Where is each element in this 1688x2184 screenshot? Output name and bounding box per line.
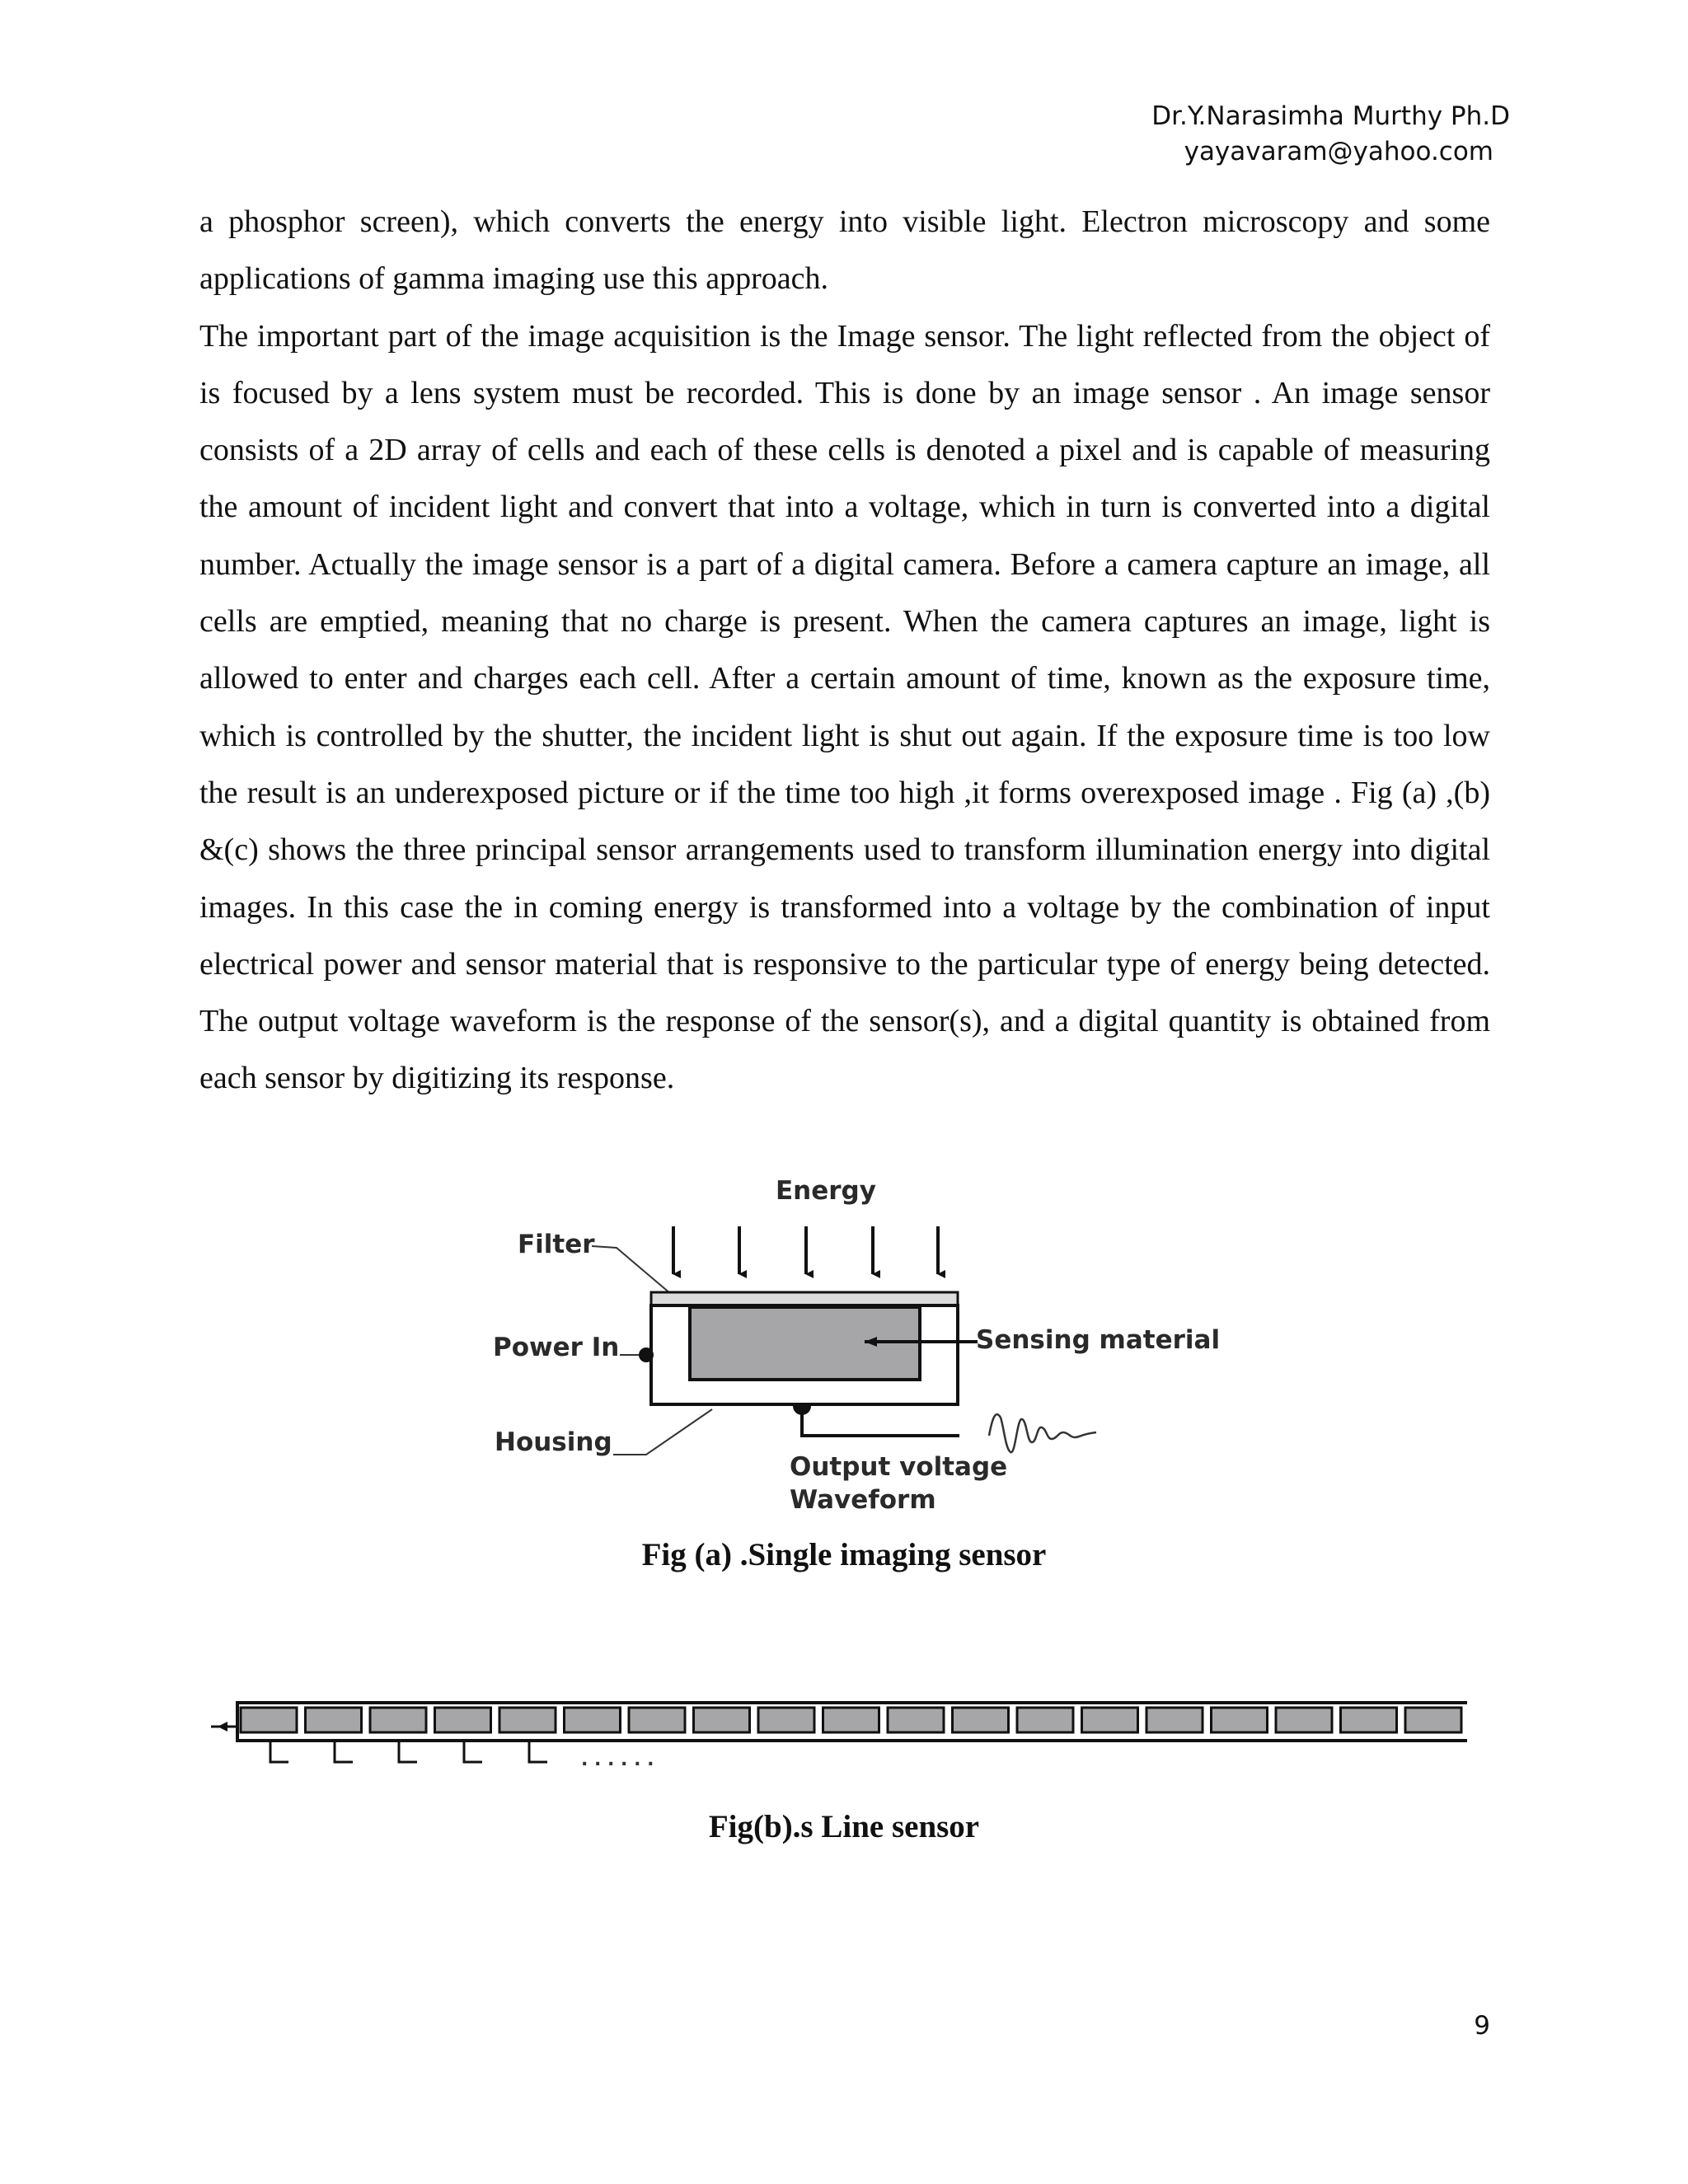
waveform-label: Waveform (790, 1485, 936, 1515)
page-number: 9 (1474, 2011, 1490, 2041)
paragraph-1: a phosphor screen), which converts the energy into visible light. Electron microscopy and some applications of gamma imaging use this approach. (199, 204, 1490, 297)
filter-leader-line (592, 1246, 671, 1294)
sensor-cell (370, 1708, 426, 1732)
author-email: yayavaram@yahoo.com (1184, 137, 1493, 166)
output-waveform (989, 1414, 1096, 1452)
cell-lead (399, 1741, 417, 1762)
sensor-cell (1017, 1708, 1073, 1732)
sensor-cell (1212, 1708, 1268, 1732)
sensor-cell (1341, 1708, 1397, 1732)
filter-label: Filter (518, 1230, 595, 1259)
sensor-cell (953, 1708, 1009, 1732)
energy-label: Energy (776, 1176, 876, 1206)
sensor-cell (1146, 1708, 1203, 1732)
sensor-cell (565, 1708, 621, 1732)
figure-b-caption: Fig(b).s Line sensor (708, 1809, 980, 1844)
output-lead (802, 1409, 959, 1436)
continuation-dots: . . . . . . (581, 1750, 654, 1770)
power-in-terminal (639, 1347, 654, 1362)
sensor-cell (823, 1708, 879, 1732)
figure-a-caption: Fig (a) .Single imaging sensor (641, 1537, 1047, 1572)
power-in-label: Power In (493, 1333, 620, 1362)
cell-lead (270, 1741, 288, 1762)
cell-leads (270, 1741, 547, 1762)
input-arrowhead (218, 1722, 227, 1732)
housing-leader-line (613, 1409, 712, 1455)
paragraph-2: The important part of the image acquisition is the Image sensor. The light reflected from the object of is focused by a lens system must be recorded. This is done by an image sensor . An image sensor consists of a 2D array of cells and each of these cells is denoted a pixel and is capable of measuring the amount of incident light and convert that into a voltage, which in turn is converted into a digital number. Actually the image sensor is a part of a digital camera. Before a camera capture an image, all cells are emptied, meaning that no charge is present. When the camera captures an image, light is allowed to enter and charges each cell. After a certain amount of time, known as the exposure time, which is controlled by the shutter, the incident light is shut out again. If the exposure time is too low the result is an underexposed picture or if the time too high ,it forms overexposed image . Fig (a) ,(b) &(c) shows the three principal sensor arrangements used to transform illumination energy into digital images. In this case the in coming energy is transformed into a voltage by the combination of input electrical power and sensor material that is responsive to the particular type of energy being detected. The output voltage waveform is the response of the sensor(s), and a digital quantity is obtained from each sensor by digitizing its response. (199, 318, 1490, 1096)
sensor-cell (758, 1708, 814, 1732)
sensing-material-label: Sensing material (976, 1325, 1221, 1355)
sensor-cell (888, 1708, 944, 1732)
cell-lead (335, 1741, 353, 1762)
energy-arrows (673, 1226, 938, 1274)
sensor-cell-group (241, 1708, 1461, 1732)
filter-layer (651, 1292, 958, 1305)
sensor-cell (306, 1708, 362, 1732)
author-name: Dr.Y.Narasimha Murthy Ph.D (1151, 101, 1510, 131)
cell-lead (529, 1741, 547, 1762)
sensor-cell (499, 1708, 556, 1732)
cell-lead (464, 1741, 482, 1762)
line-sensor-figure (206, 1690, 1467, 1772)
sensor-cell (694, 1708, 750, 1732)
sensor-cell (1405, 1708, 1461, 1732)
housing-label: Housing (495, 1427, 612, 1457)
sensor-cell (629, 1708, 685, 1732)
sensor-cell (1276, 1708, 1332, 1732)
sensor-cell (435, 1708, 491, 1732)
output-voltage-label: Output voltage (790, 1452, 1008, 1482)
sensor-cell (1082, 1708, 1138, 1732)
body-text (199, 194, 1490, 1108)
sensor-cell (241, 1708, 297, 1732)
single-sensor-figure (483, 1170, 1225, 1516)
page-header (768, 99, 1510, 170)
